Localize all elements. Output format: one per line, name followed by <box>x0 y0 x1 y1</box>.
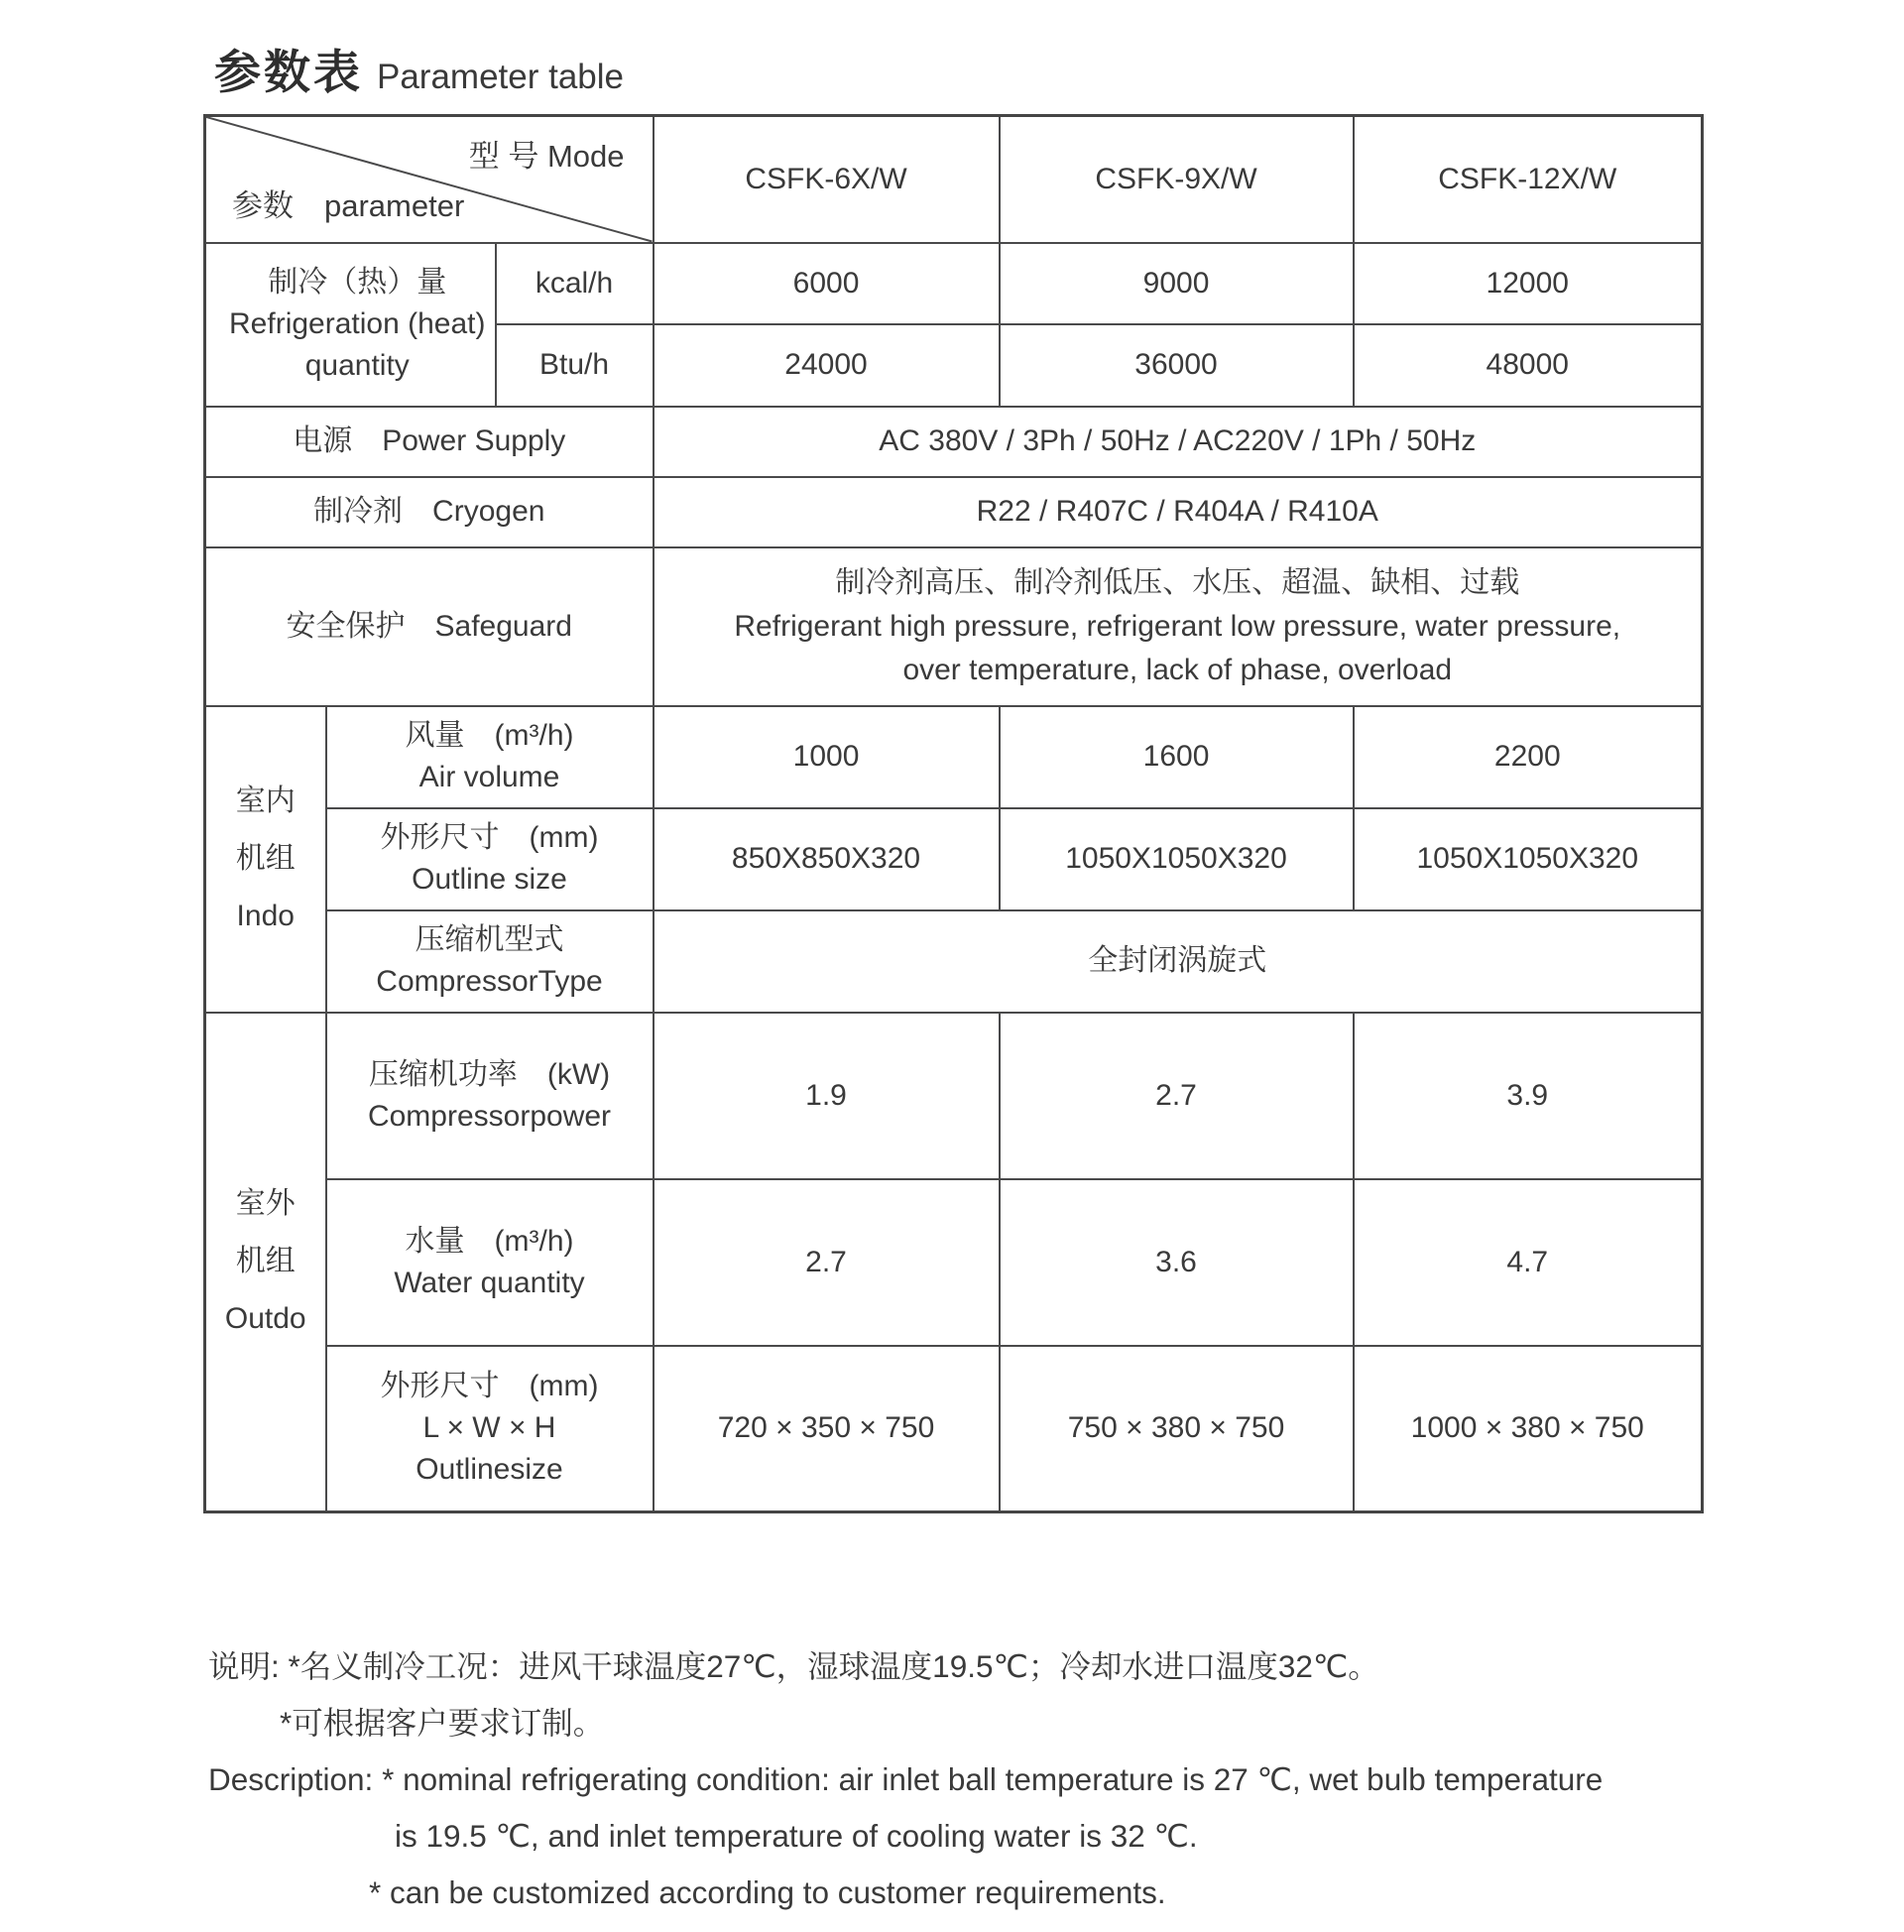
compressor-power-value-2: 2.7 <box>1000 1013 1354 1179</box>
compressor-power-value-1: 1.9 <box>654 1013 1000 1179</box>
refrigeration-label-en1: Refrigeration (heat) <box>229 307 486 340</box>
refrigeration-kcal-value-1: 6000 <box>654 243 1000 324</box>
indoor-air-volume-row <box>205 706 1703 808</box>
corner-param-label: 参数 parameter <box>232 188 465 224</box>
safeguard-row <box>205 547 1703 706</box>
cryogen-value: R22 / R407C / R404A / R410A <box>654 477 1703 547</box>
outdoor-outline-row <box>205 1346 1703 1512</box>
indoor-section-zh1: 室内 <box>235 785 296 817</box>
refrigeration-label-cell <box>205 243 496 407</box>
compressor-power-label-en: Compressorpower <box>367 1099 612 1133</box>
compressor-power-value-3: 3.9 <box>1354 1013 1703 1179</box>
unit-btu: Btu/h <box>496 324 654 407</box>
compressor-power-row <box>205 1013 1703 1179</box>
outdoor-outline-label-lwh: L × W × H <box>422 1411 556 1445</box>
power-supply-row <box>205 407 1703 477</box>
refrigeration-label-zh: 制冷（热）量 <box>268 266 447 299</box>
outdoor-section-zh2: 机组 <box>235 1245 296 1278</box>
indoor-outline-row <box>205 808 1703 910</box>
outdoor-outline-value-1: 720 × 350 × 750 <box>654 1346 1000 1512</box>
water-quantity-value-3: 4.7 <box>1354 1179 1703 1346</box>
air-volume-label-cell <box>326 706 654 808</box>
air-volume-value-3: 2200 <box>1354 706 1703 808</box>
indoor-section-en: Indo <box>236 900 295 932</box>
indoor-outline-label-cell <box>326 808 654 910</box>
compressor-type-label-cell <box>326 910 654 1013</box>
page-title <box>214 36 624 102</box>
outdoor-section-en: Outdo <box>224 1302 306 1336</box>
compressor-type-row <box>205 910 1703 1013</box>
page-title-en: Parameter table <box>377 58 625 96</box>
indoor-section-zh2: 机组 <box>235 842 296 875</box>
air-volume-label-en: Air volume <box>418 761 560 793</box>
air-volume-value-1: 1000 <box>654 706 1000 808</box>
water-quantity-row <box>205 1179 1703 1346</box>
power-supply-label: 电源 Power Supply <box>205 407 654 477</box>
header-row <box>205 116 1703 243</box>
parameter-table <box>203 114 1704 1513</box>
outdoor-outline-label-zh: 外形尺寸 (mm) <box>380 1370 599 1403</box>
cryogen-row <box>205 477 1703 547</box>
indoor-outline-value-2: 1050X1050X320 <box>1000 808 1354 910</box>
outdoor-section-cell <box>205 1013 326 1512</box>
corner-model-label: 型 号 Mode <box>468 139 625 174</box>
compressor-power-label-cell <box>326 1013 654 1179</box>
refrigeration-kcal-row <box>205 243 1703 324</box>
outdoor-outline-value-3: 1000 × 380 × 750 <box>1354 1346 1703 1512</box>
refrigeration-btu-value-1: 24000 <box>654 324 1000 407</box>
indoor-section-cell <box>205 706 326 1013</box>
compressor-type-label-en: CompressorType <box>376 965 603 998</box>
refrigeration-btu-value-3: 48000 <box>1354 324 1703 407</box>
indoor-outline-value-3: 1050X1050X320 <box>1354 808 1703 910</box>
water-quantity-value-2: 3.6 <box>1000 1179 1354 1346</box>
water-quantity-label-en: Water quantity <box>394 1266 585 1299</box>
compressor-power-label-zh: 压缩机功率 (kW) <box>368 1057 611 1091</box>
water-quantity-label-zh: 水量 (m³/h) <box>405 1224 574 1258</box>
note-zh-1: 说明: *名义制冷工况：进风干球温度27℃，湿球温度19.5℃；冷却水进口温度32℃。 <box>208 1648 1379 1684</box>
unit-kcal: kcal/h <box>496 243 654 324</box>
model-header-1: CSFK-6X/W <box>654 116 1000 243</box>
safeguard-value-cell <box>654 547 1703 706</box>
model-header-2: CSFK-9X/W <box>1000 116 1354 243</box>
note-zh-2: *可根据客户要求订制。 <box>280 1705 605 1741</box>
cryogen-label: 制冷剂 Cryogen <box>205 477 654 547</box>
air-volume-label-zh: 风量 (m³/h) <box>405 719 574 752</box>
note-en-2: is 19.5 ℃, and inlet temperature of cooling water is 32 ℃. <box>395 1818 1198 1854</box>
safeguard-value-en1: Refrigerant high pressure, refrigerant low pressure, water pressure, <box>734 609 1621 643</box>
refrigeration-btu-value-2: 36000 <box>1000 324 1354 407</box>
note-en-1: Description: * nominal refrigerating condition: air inlet ball temperature is 27 ℃, wet bulb temperature <box>208 1761 1604 1797</box>
refrigeration-kcal-value-3: 12000 <box>1354 243 1703 324</box>
compressor-type-value: 全封闭涡旋式 <box>654 910 1703 1013</box>
corner-cell <box>205 116 654 243</box>
refrigeration-label-en2: quantity <box>304 349 410 382</box>
outdoor-outline-label-en: Outlinesize <box>416 1453 563 1487</box>
outdoor-outline-label-cell <box>326 1346 654 1512</box>
outdoor-section-zh1: 室外 <box>235 1187 296 1221</box>
indoor-outline-label-zh: 外形尺寸 (mm) <box>380 821 599 854</box>
model-header-3: CSFK-12X/W <box>1354 116 1703 243</box>
compressor-type-label-zh: 压缩机型式 <box>415 923 564 956</box>
water-quantity-value-1: 2.7 <box>654 1179 1000 1346</box>
indoor-outline-value-1: 850X850X320 <box>654 808 1000 910</box>
page-title-zh: 参数表 <box>214 46 363 98</box>
water-quantity-label-cell <box>326 1179 654 1346</box>
power-supply-value: AC 380V / 3Ph / 50Hz / AC220V / 1Ph / 50Hz <box>654 407 1703 477</box>
safeguard-value-en2: over temperature, lack of phase, overload <box>902 653 1453 686</box>
refrigeration-kcal-value-2: 9000 <box>1000 243 1354 324</box>
note-en-3: * can be customized according to customer requirements. <box>369 1874 1166 1910</box>
indoor-outline-label-en: Outline size <box>412 863 567 896</box>
safeguard-value-zh: 制冷剂高压、制冷剂低压、水压、超温、缺相、过载 <box>835 565 1520 599</box>
safeguard-label: 安全保护 Safeguard <box>205 547 654 706</box>
footnotes <box>208 1638 1603 1921</box>
air-volume-value-2: 1600 <box>1000 706 1354 808</box>
outdoor-outline-value-2: 750 × 380 × 750 <box>1000 1346 1354 1512</box>
